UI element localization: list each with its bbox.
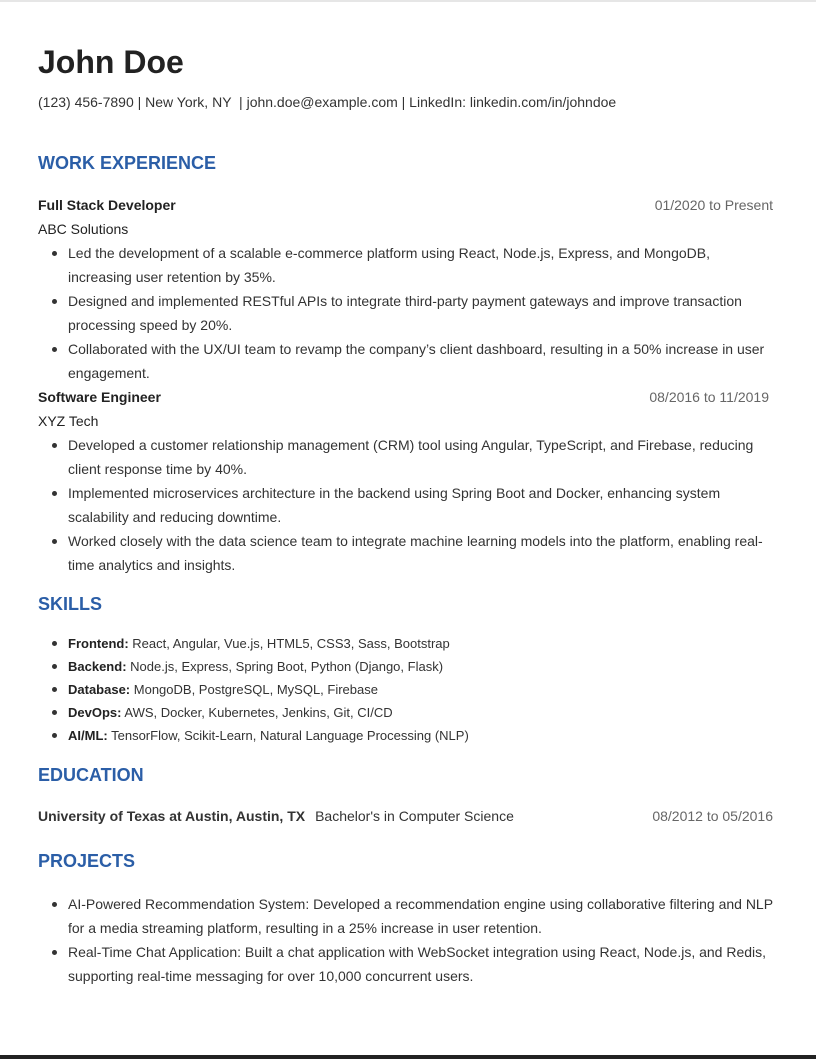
job-entry xyxy=(38,193,773,385)
list-item xyxy=(38,724,773,747)
contact-line: (123) 456-7890 | New York, NY | john.doe@example.com | LinkedIn: linkedin.com/in/johndoe xyxy=(38,94,617,110)
job-title: Full Stack Developer xyxy=(38,197,176,213)
list-item xyxy=(38,678,773,701)
job-header xyxy=(38,193,773,217)
skill-label: Frontend: xyxy=(68,636,129,651)
section-title-skills: SKILLS xyxy=(38,594,103,614)
job-bullets xyxy=(38,433,773,577)
skill-value: Node.js, Express, Spring Boot, Python (Django, Flask) xyxy=(130,659,444,674)
skill-label: Backend: xyxy=(68,659,127,674)
list-item: Implemented microservices architecture in the backend using Spring Boot and Docker, enhancing system scalability and reducing downtime. xyxy=(38,481,773,529)
education-main xyxy=(38,806,514,826)
job-company: ABC Solutions xyxy=(38,221,129,237)
job-dates: 08/2016 to 11/2019 xyxy=(649,389,769,405)
list-item: Worked closely with the data science team to integrate machine learning models into the platform, enabling real-time analytics and insights. xyxy=(38,529,773,577)
list-item xyxy=(38,632,773,655)
list-item: Collaborated with the UX/UI team to revamp the company’s client dashboard, resulting in a 50% increase in user engagement. xyxy=(38,337,773,385)
education-degree: Bachelor's in Computer Science xyxy=(315,808,514,824)
section-title-projects: PROJECTS xyxy=(38,851,136,871)
skill-label: Database: xyxy=(68,682,131,697)
skill-value: AWS, Docker, Kubernetes, Jenkins, Git, CI/CD xyxy=(124,705,393,720)
education-school: University of Texas at Austin, Austin, TX xyxy=(38,808,306,824)
job-bullets xyxy=(38,241,773,385)
job-entry xyxy=(38,385,773,577)
list-item: Led the development of a scalable e-commerce platform using React, Node.js, Express, and MongoDB, increasing user retention by 35%. xyxy=(38,241,773,289)
list-item: Real-Time Chat Application: Built a chat application with WebSocket integration using React, Node.js, and Redis, supporting real-time messaging for over 10,000 concurrent users. xyxy=(38,940,773,988)
list-item: AI-Powered Recommendation System: Developed a recommendation engine using collaborative filtering and NLP for a media streaming platform, resulting in a 25% increase in user retention. xyxy=(38,892,773,940)
job-dates: 01/2020 to Present xyxy=(654,197,773,213)
section-title-experience: WORK EXPERIENCE xyxy=(38,153,217,173)
list-item xyxy=(38,655,773,678)
skill-label: DevOps: xyxy=(68,705,122,720)
projects-list xyxy=(38,892,773,988)
list-item: Developed a customer relationship management (CRM) tool using Angular, TypeScript, and Firebase, reducing client response time by 40%. xyxy=(38,433,773,481)
resume-page xyxy=(38,42,773,988)
job-company: XYZ Tech xyxy=(38,413,99,429)
education-dates: 08/2012 to 05/2016 xyxy=(652,808,773,824)
top-rule xyxy=(0,0,816,2)
job-header xyxy=(38,385,773,409)
bottom-rule xyxy=(0,1055,816,1059)
skill-label: AI/ML: xyxy=(68,728,108,743)
list-item xyxy=(38,701,773,724)
skills-list xyxy=(38,632,773,747)
list-item: Designed and implemented RESTful APIs to integrate third-party payment gateways and improve transaction processing speed by 20%. xyxy=(38,289,773,337)
skill-value: MongoDB, PostgreSQL, MySQL, Firebase xyxy=(133,682,378,697)
section-title-education: EDUCATION xyxy=(38,765,144,785)
skill-value: React, Angular, Vue.js, HTML5, CSS3, Sass, Bootstrap xyxy=(132,636,450,651)
skill-value: TensorFlow, Scikit-Learn, Natural Language Processing (NLP) xyxy=(111,728,469,743)
candidate-name: John Doe xyxy=(38,44,184,80)
job-title: Software Engineer xyxy=(38,389,161,405)
education-entry xyxy=(38,806,773,826)
